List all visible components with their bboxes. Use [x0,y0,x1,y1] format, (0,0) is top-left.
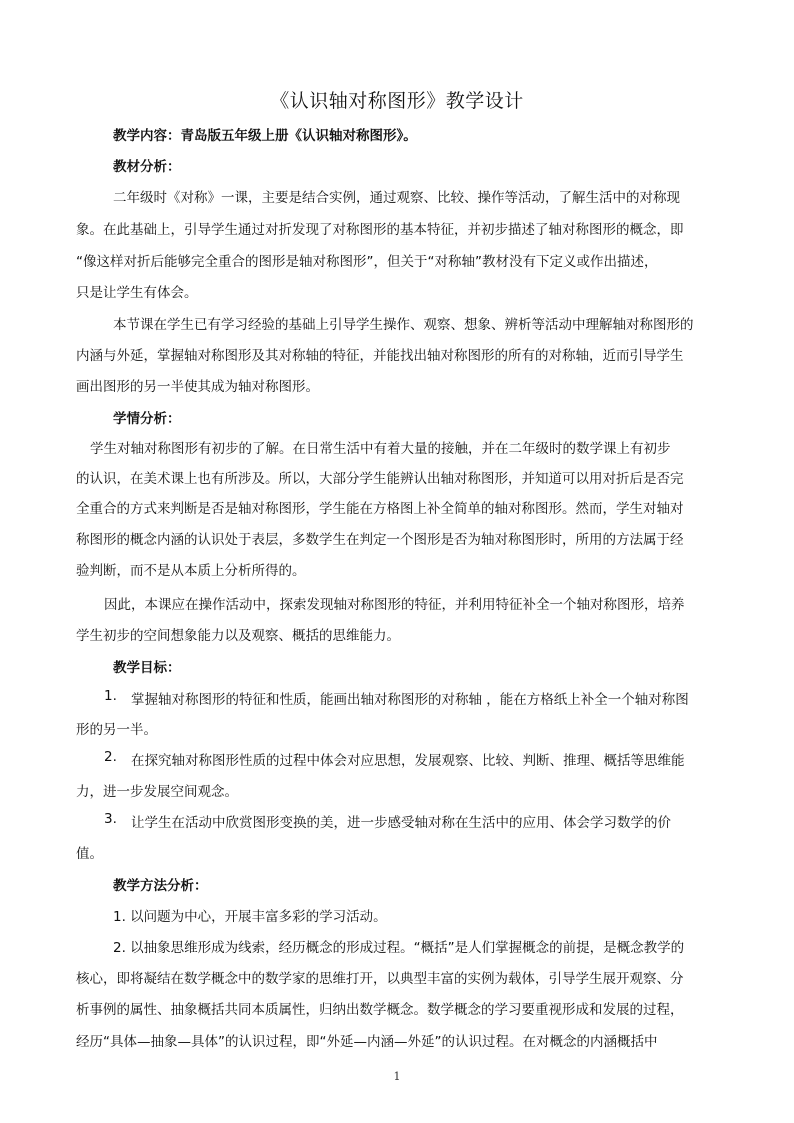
teaching-content-line: 教学内容：青岛版五年级上册《认识轴对称图形》。 [113,128,417,144]
heading-student-analysis: 学情分析： [113,411,181,427]
paragraph-line: 全重合的方式来判断是否是轴对称图形，学生能在方格图上补全简单的轴对称图形。然而，学生对轴对 [76,501,684,517]
goal-line: 让学生在活动中欣赏图形变换的美，进一步感受轴对称在生活中的应用、体会学习数学的价 [131,815,671,831]
method-line: 2. 以抽象思维形成为线索，经历概念的形成过程。“概括”是人们掌握概念的前提，是概念教学的 [113,940,685,956]
paragraph-line: 称图形的概念内涵的认识处于表层，多数学生在判定一个图形是否为轴对称图形时，所用的方法属于经 [76,532,684,548]
goal-line: 值。 [76,846,103,862]
paragraph-line: “像这样对折后能够完全重合的图形是轴对称图形”，但关于“对称轴”教材没有下定义或作出描述， [76,254,658,270]
page-number: 1 [393,1070,401,1083]
document-title: 《认识轴对称图形》教学设计 [270,90,524,112]
method-line: 析事例的属性、抽象概括共同本质属性，归纳出数学概念。数学概念的学习要重视形成和发展的过程， [76,1002,684,1018]
paragraph-line: 因此，本课应在操作活动中，探索发现轴对称图形的特征，并利用特征补全一个轴对称图形，培养 [104,597,685,613]
heading-material-analysis: 教材分析： [113,159,181,175]
method-line: 经历“具体—抽象—具体”的认识过程，即“外延—内涵—外延”的认识过程。在对概念的内涵概括中 [76,1034,658,1050]
goal-line: 在探究轴对称图形性质的过程中体会对应思想，发展观察、比较、判断、推理、概括等思维能 [131,753,685,769]
paragraph-line: 内涵与外延，掌握轴对称图形及其对称轴的特征，并能找出轴对称图形的所有的对称轴，近而引导学生 [76,348,684,364]
goal-line: 掌握轴对称图形的特征和性质，能画出轴对称图形的对称轴 ，能在方格纸上补全一个轴对称图 [131,692,689,708]
goal-line: 形的另一半。 [76,722,157,738]
paragraph-line: 象。在此基础上，引导学生通过对折发现了对称图形的基本特征，并初步描述了轴对称图形的概念，即 [76,222,684,238]
paragraph-line: 学生对轴对称图形有初步的了解。在日常生活中有着大量的接触，并在二年级时的数学课上有初步 [90,441,671,457]
goal-number: 1. [104,688,117,704]
paragraph-line: 只是让学生有体会。 [76,285,198,301]
method-line: 核心，即将凝结在数学概念中的数学家的思维打开，以典型丰富的实例为载体，引导学生展开观察、分 [76,971,684,987]
paragraph-line: 画出图形的另一半使其成为轴对称图形。 [76,379,319,395]
heading-teaching-methods: 教学方法分析： [113,878,208,894]
paragraph-line: 本节课在学生已有学习经验的基础上引导学生操作、观察、想象、辨析等活动中理解轴对称图形的 [113,317,694,333]
goal-line: 力，进一步发展空间观念。 [76,784,238,800]
goal-number: 2. [104,749,117,765]
paragraph-line: 二年级时《对称》一课，主要是结合实例，通过观察、比较、操作等活动，了解生活中的对称现 [113,190,680,206]
paragraph-line: 的认识，在美术课上也有所涉及。所以，大部分学生能辨认出轴对称图形，并知道可以用对折后是否完 [76,471,684,487]
paragraph-line: 验判断，而不是从本质上分析所得的。 [76,563,306,579]
paragraph-line: 学生初步的空间想象能力以及观察、概括的思维能力。 [76,628,400,644]
goal-number: 3. [104,811,117,827]
method-line: 1. 以问题为中心，开展丰富多彩的学习活动。 [113,909,387,925]
heading-teaching-goals: 教学目标： [113,660,181,676]
